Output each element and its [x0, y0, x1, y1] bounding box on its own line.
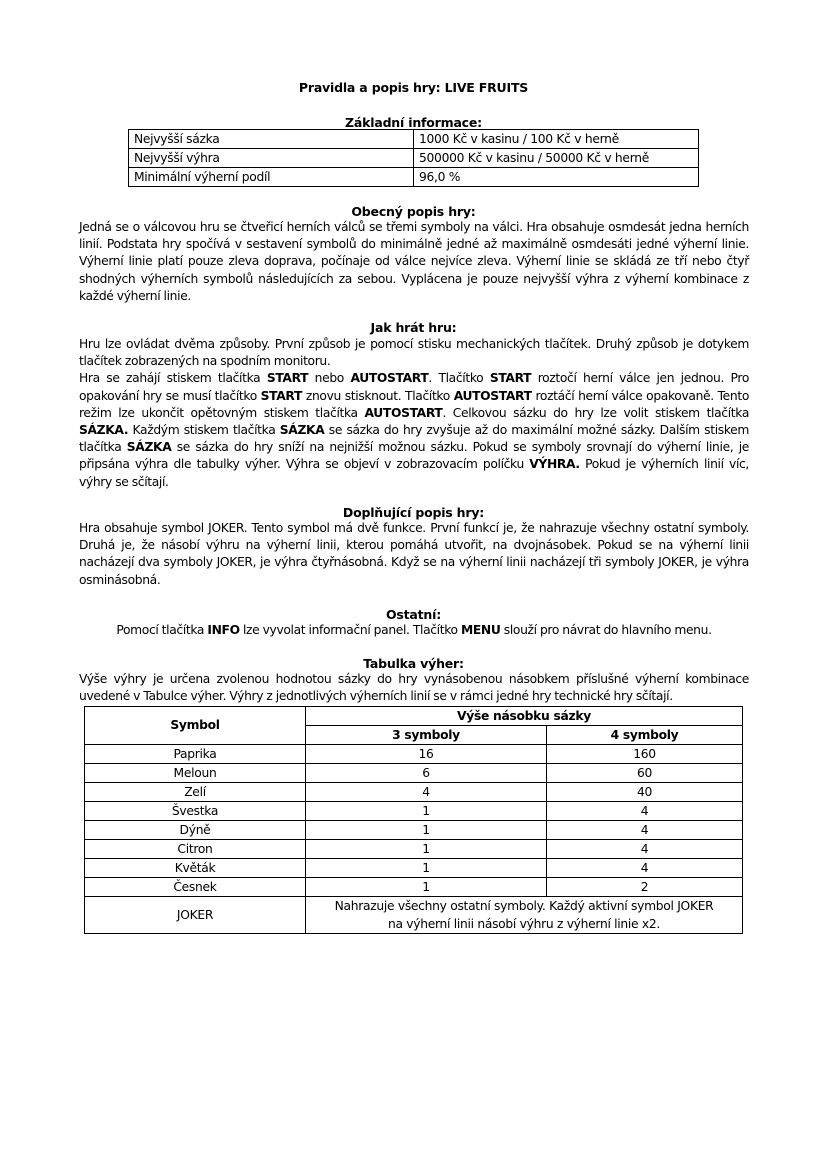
text-run: se sázka do hry zvyšuje až do maximální možné sázky. Dalším stiskem tlačítka: [79, 423, 749, 455]
text-run: roztáčí herní válce opakovaně. Tento režim lze ukončit opětovným stiskem tlačítka: [79, 388, 749, 420]
table-row: [129, 168, 699, 187]
x3-cell: 1: [306, 859, 547, 878]
table-row: [85, 783, 743, 802]
symbol-cell: Paprika: [85, 745, 306, 764]
info-value: 96,0 %: [414, 168, 699, 187]
paytable-header-row: [85, 707, 743, 726]
symbol-cell: Dýně: [85, 821, 306, 840]
text-run: . Tlačítko: [428, 371, 490, 386]
emphasized-term: SÁZKA: [279, 423, 325, 438]
col-3-symbols-header: 3 symboly: [306, 726, 547, 745]
table-row: [85, 802, 743, 821]
text-run: Hra se zahájí stiskem tlačítka: [79, 371, 267, 386]
emphasized-term: START: [489, 371, 532, 386]
basic-info-heading: Základní informace:: [345, 115, 482, 130]
additional-heading: Doplňující popis hry:: [342, 505, 485, 520]
emphasized-term: AUTOSTART: [364, 405, 443, 420]
info-value: 500000 Kč v kasinu / 50000 Kč v herně: [414, 149, 699, 168]
table-row: [85, 745, 743, 764]
x3-cell: 16: [306, 745, 547, 764]
other-text: [79, 622, 749, 639]
info-label: Nejvyšší sázka: [129, 130, 414, 149]
how-to-play-p2: [79, 370, 749, 490]
text-run: znovu stisknout. Tlačítko: [302, 388, 454, 403]
table-row: [85, 840, 743, 859]
joker-row: [85, 897, 743, 934]
text-run: Každým stiskem tlačítka: [128, 423, 280, 438]
col-symbol-header: Symbol: [85, 707, 306, 745]
joker-description-line2: na výherní linii násobí výhru z výherní linie x2.: [387, 917, 661, 931]
x4-cell: 2: [547, 878, 743, 897]
emphasized-term: AUTOSTART: [350, 371, 429, 386]
table-row: [129, 149, 699, 168]
basic-info-table: [128, 129, 699, 187]
table-row: [85, 821, 743, 840]
x4-cell: 4: [547, 859, 743, 878]
emphasized-term: INFO: [207, 623, 240, 637]
info-value: 1000 Kč v kasinu / 100 Kč v herně: [414, 130, 699, 149]
emphasized-term: START: [266, 371, 309, 386]
joker-description-line1: Nahrazuje všechny ostatní symboly. Každý aktivní symbol JOKER: [334, 899, 714, 913]
other-heading: Ostatní:: [385, 607, 442, 622]
text-run: . Celkovou sázku do hry lze volit stiskem tlačítka: [442, 405, 750, 420]
table-row: [85, 764, 743, 783]
paytable-body: [85, 745, 743, 934]
emphasized-term: SÁZKA: [126, 440, 172, 455]
text-run: slouží pro návrat do hlavního menu.: [500, 623, 712, 637]
symbol-cell: Květák: [85, 859, 306, 878]
document-title: Pravidla a popis hry: LIVE FRUITS: [298, 80, 529, 95]
x3-cell: 4: [306, 783, 547, 802]
info-label: Nejvyšší výhra: [129, 149, 414, 168]
x4-cell: 160: [547, 745, 743, 764]
paytable-intro: Výše výhry je určena zvolenou hodnotou sázky do hry vynásobenou násobkem příslušné výherní kombinace uvedené v Tabulce výher. Výhry z jednotlivých výherních linií se v rámci jedné hry technické hry sčítají.: [79, 672, 749, 704]
emphasized-term: SÁZKA.: [79, 423, 129, 438]
x4-cell: 4: [547, 821, 743, 840]
how-to-play-text: [79, 336, 749, 491]
joker-symbol-cell: JOKER: [85, 897, 306, 934]
general-heading: Obecný popis hry:: [351, 204, 476, 219]
emphasized-term: MENU: [461, 623, 501, 637]
emphasized-term: VÝHRA.: [529, 457, 580, 472]
col-group-header: Výše násobku sázky: [306, 707, 743, 726]
paytable: [84, 706, 743, 934]
col-4-symbols-header: 4 symboly: [547, 726, 743, 745]
emphasized-term: START: [260, 388, 303, 403]
text-run: se sázka do hry sníží na nejnižší možnou sázku. Pokud se symboly srovnají do výherní linie, je připsána výhra dle tabulky výher. Výhra se objeví v zobrazovacím políčku: [79, 440, 749, 472]
joker-description: [306, 897, 743, 934]
x3-cell: 6: [306, 764, 547, 783]
symbol-cell: Česnek: [85, 878, 306, 897]
table-row: [85, 878, 743, 897]
symbol-cell: Citron: [85, 840, 306, 859]
x4-cell: 4: [547, 802, 743, 821]
additional-text: Hra obsahuje symbol JOKER. Tento symbol má dvě funkce. První funkcí je, že nahrazuje všechny ostatní symboly. Druhá je, že násobí výhru na výherní linii, kterou pomáhá utvořit, na dvojnásobek. Pokud se na výherní linii nacházejí dva symboly JOKER, je výhra čtyřnásobná. Když se na výherní linii nacházejí tři symboly JOKER, je výhra osminásobná.: [79, 521, 749, 587]
text-run: nebo: [308, 371, 351, 386]
paytable-heading: Tabulka výher:: [363, 656, 464, 671]
x3-cell: 1: [306, 878, 547, 897]
how-to-play-heading: Jak hrát hru:: [370, 320, 457, 335]
text-run: lze vyvolat informační panel. Tlačítko: [239, 623, 461, 637]
info-label: Minimální výherní podíl: [129, 168, 414, 187]
table-row: [129, 130, 699, 149]
x3-cell: 1: [306, 840, 547, 859]
text-run: Pokud je výherních linií víc, výhry se sčítají.: [79, 457, 749, 489]
x4-cell: 4: [547, 840, 743, 859]
text-run: roztočí herní válce jen jednou. Pro opakování hry se musí tlačítko: [79, 371, 749, 403]
x4-cell: 40: [547, 783, 743, 802]
table-row: [85, 859, 743, 878]
symbol-cell: Meloun: [85, 764, 306, 783]
general-text: Jedná se o válcovou hru se čtveřicí herních válců se třemi symboly na válci. Hra obsahuje osmdesát jedna herních linií. Podstata hry spočívá v sestavení symbolů do minimálně jedné až maximálně osmdesáti jedné výherní linie. Výherní linie platí pouze zleva doprava, počínaje od válce nejvíce zleva. Výherní linie se skládá ze tří nebo čtyř shodných výherních symbolů následujících za sebou. Vyplácena je pouze nejvyšší výhra z výherní kombinace z každé výherní linie.: [79, 220, 749, 303]
x3-cell: 1: [306, 821, 547, 840]
symbol-cell: Švestka: [85, 802, 306, 821]
x3-cell: 1: [306, 802, 547, 821]
emphasized-term: AUTOSTART: [453, 388, 532, 403]
symbol-cell: Zelí: [85, 783, 306, 802]
how-to-play-p1: Hru lze ovládat dvěma způsoby. První způsob je pomocí stisku mechanických tlačítek. Druhý způsob je dotykem tlačítek zobrazených na spodním monitoru.: [79, 337, 749, 369]
x4-cell: 60: [547, 764, 743, 783]
text-run: Pomocí tlačítka: [116, 623, 208, 637]
